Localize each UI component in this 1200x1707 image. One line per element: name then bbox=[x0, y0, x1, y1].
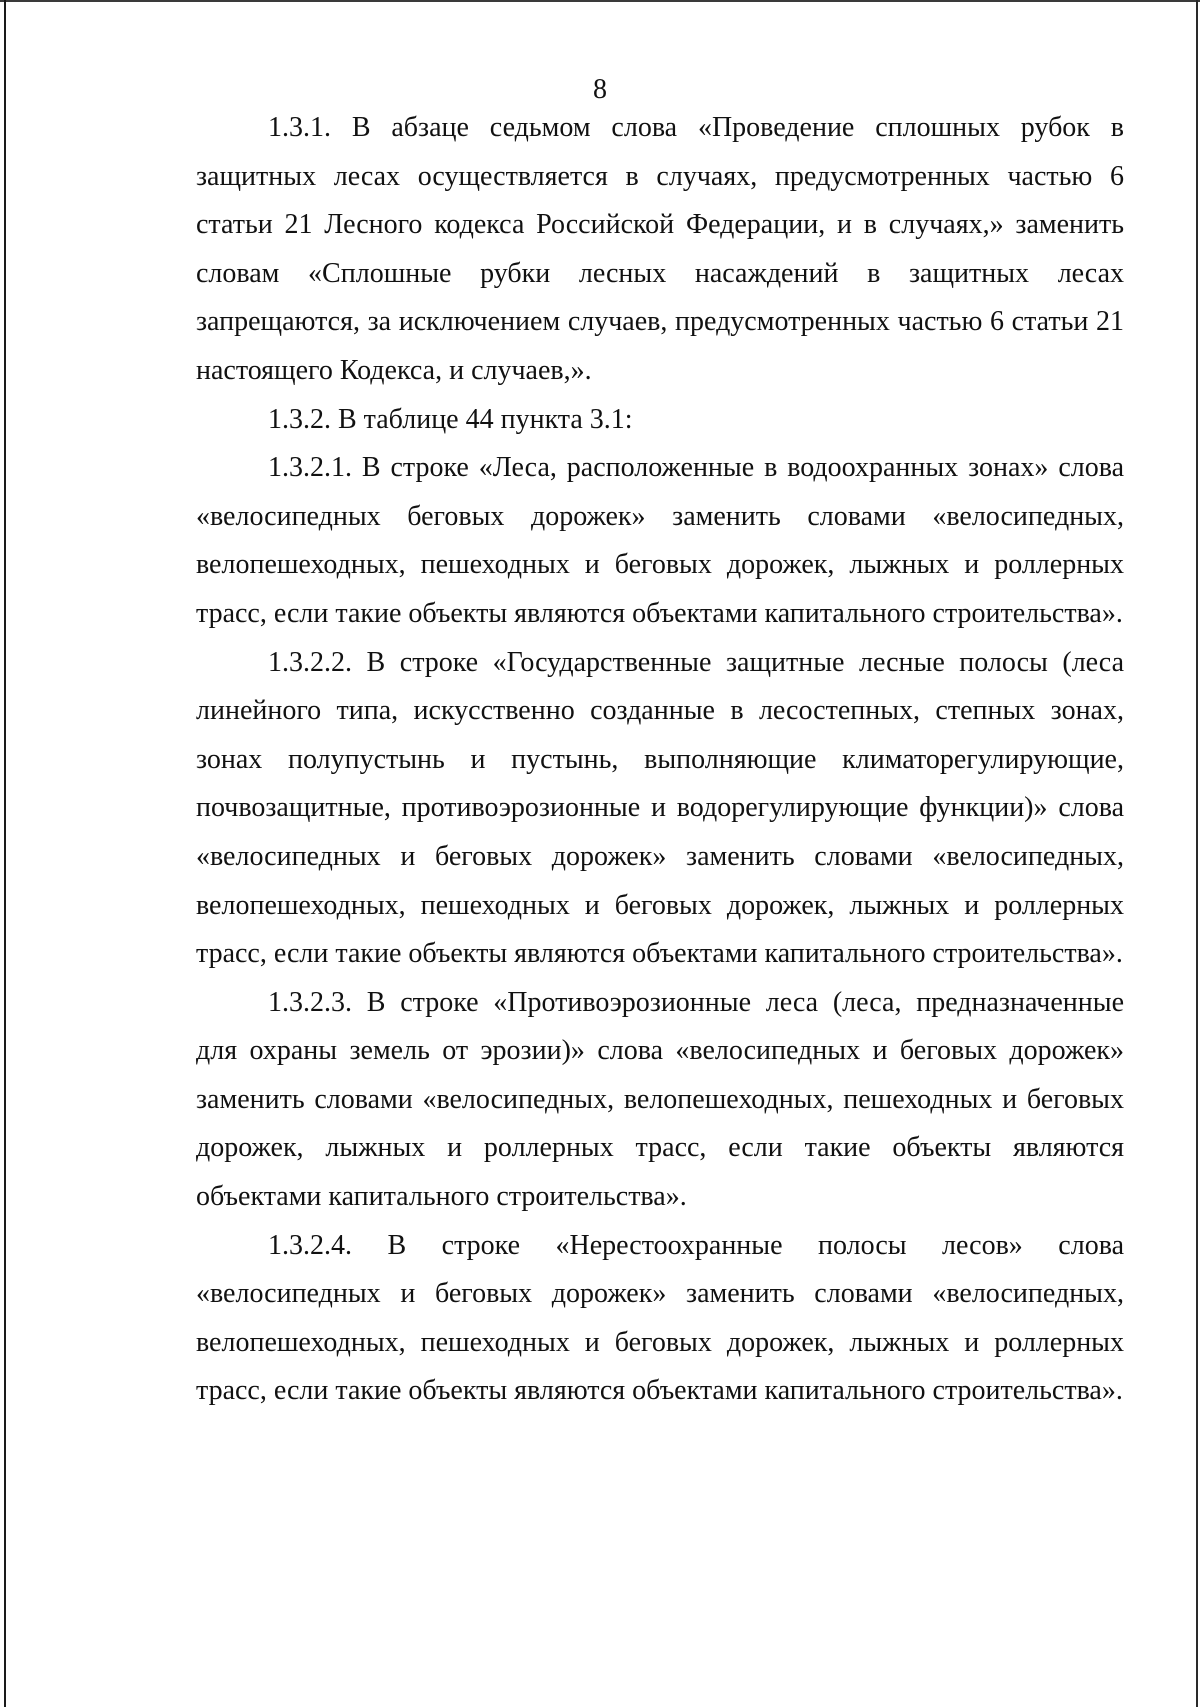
scan-edge-top bbox=[0, 0, 1200, 2]
paragraph-1-3-2: 1.3.2. В таблице 44 пункта 3.1: bbox=[268, 403, 633, 435]
paragraph-1-3-2-4: 1.3.2.4. В строке «Нерестоохранные полосы лесов» слова «велосипедных и беговых дорожек» заменить словами «велосипедных, велопешеходных, пешеходных и беговых дорожек, лыжных и роллерных трасс, если такие объекты являются объектами капитального строительства». bbox=[196, 1229, 1124, 1407]
scan-edge-right bbox=[1196, 0, 1198, 1707]
scan-edge-left bbox=[4, 0, 6, 1707]
paragraph-1-3-2-3: 1.3.2.3. В строке «Противоэрозионные леса (леса, предназначенные для охраны земель от эрозии)» слова «велосипедных и беговых дорожек» заменить словами «велосипедных, велопешеходных, пешеходных и беговых дорожек, лыжных и роллерных трасс, если такие объекты являются объектами капитального строительства». bbox=[196, 986, 1124, 1213]
document-body bbox=[196, 104, 1124, 1416]
paragraph-1-3-2-1: 1.3.2.1. В строке «Леса, расположенные в водоохранных зонах» слова «велосипедных беговых дорожек» заменить словами «велосипедных, велопешеходных, пешеходных и беговых дорожек, лыжных и роллерных трасс, если такие объекты являются объектами капитального строительства». bbox=[196, 452, 1124, 629]
page-number: 8 bbox=[593, 74, 607, 105]
paragraph-1-3-2-2: 1.3.2.2. В строке «Государственные защитные лесные полосы (леса линейного типа, искусственно созданные в лесостепных, степных зонах, зонах полупустынь и пустынь, выполняющие климаторегулирующие, почвозащитные, противоэрозионные и водорегулирующие функции)» слова «велосипедных и беговых дорожек» заменить словами «велосипедных, велопешеходных, пешеходных и беговых дорожек, лыжных и роллерных трасс, если такие объекты являются объектами капитального строительства». bbox=[196, 646, 1124, 970]
paragraph-1-3-1: 1.3.1. В абзаце седьмом слова «Проведение сплошных рубок в защитных лесах осуществляется в случаях, предусмотренных частью 6 статьи 21 Лесного кодекса Российской Федерации, и в случаях,» заменить словам «Сплошные рубки лесных насаждений в защитных лесах запрещаются, за исключением случаев, предусмотренных частью 6 статьи 21 настоящего Кодекса, и случаев,». bbox=[196, 112, 1124, 386]
